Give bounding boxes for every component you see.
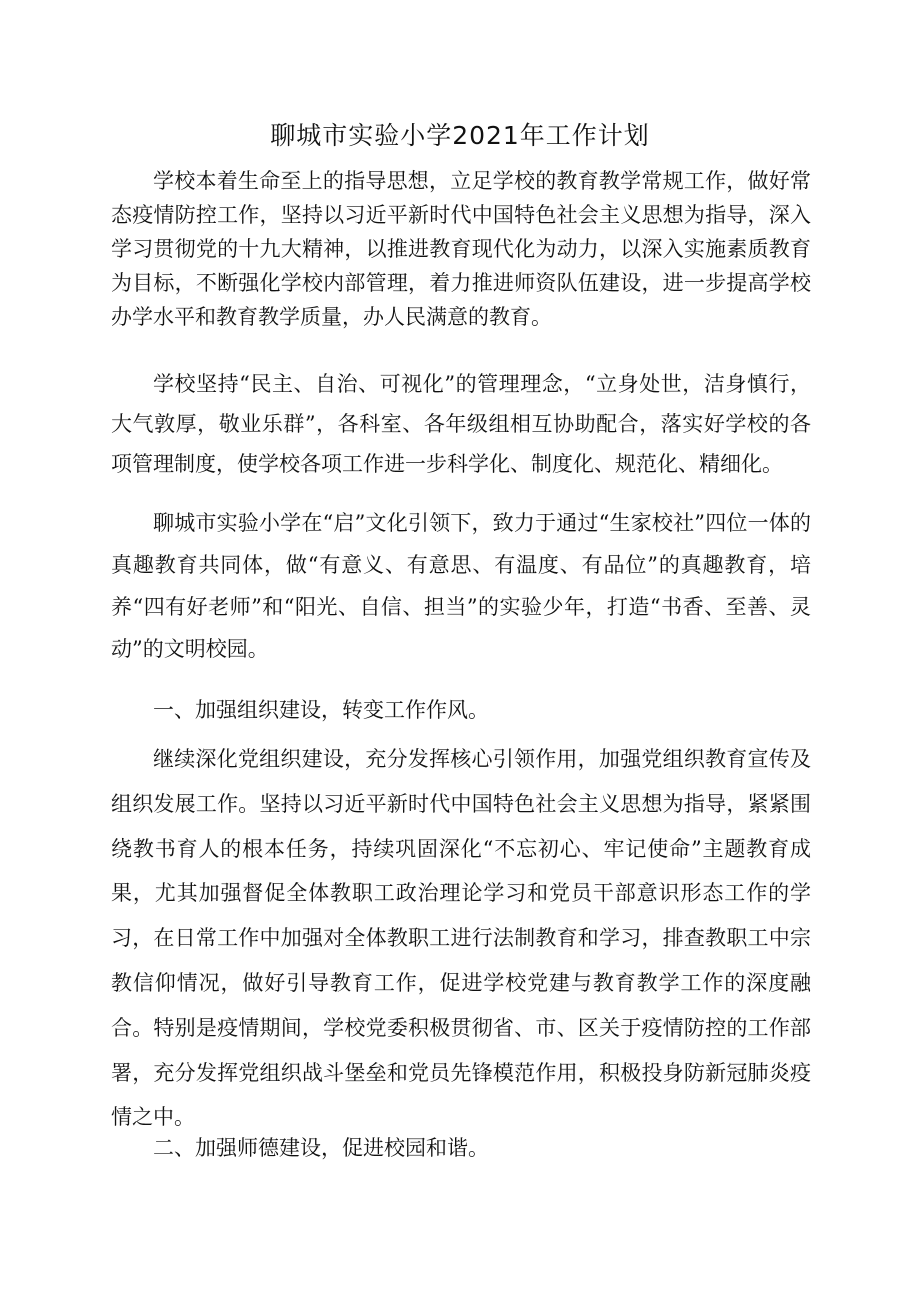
paragraph-school-culture: 聊城市实验小学在“启”文化引领下，致力于通过“生家校社”四位一体的真趣教育共同体，做“有意义、有意思、有温度、有品位”的真趣教育，培养“四有好老师”和“阳光、自信、担当”的实验少年，打造“书香、至善、灵动”的文明校园。	[111, 511, 811, 661]
document-title: 聊城市实验小学2021年工作计划	[270, 121, 650, 150]
paragraph-party-building: 继续深化党组织建设，充分发挥核心引领作用，加强党组织教育宣传及组织发展工作。坚持以习近平新时代中国特色社会主义思想为指导，紧紧围绕教书育人的根本任务，持续巩固深化“不忘初心、牢记使命”主题教育成果，尤其加强督促全体教职工政治理论学习和党员干部意识形态工作的学习，在日常工作中加强对全体教职工进行法制教育和学习，排查教职工中宗教信仰情况，做好引导教育工作，促进学校党建与教育教学工作的深度融合。特别是疫情期间，学校党委积极贯彻省、市、区关于疫情防控的工作部署，充分发挥党组织战斗堡垒和党员先锋模范作用，积极投身防新冠肺炎疫情之中。	[111, 747, 811, 1130]
paragraph-management-philosophy: 学校坚持“民主、自治、可视化”的管理理念，“立身处世，洁身慎行，大气敦厚，敬业乐群”，各科室、各年级组相互协助配合，落实好学校的各项管理制度，使学校各项工作进一步科学化、制度化、规范化、精细化。	[111, 372, 811, 476]
paragraph-guiding-thought: 学校本着生命至上的指导思想，立足学校的教育教学常规工作，做好常态疫情防控工作，坚持以习近平新时代中国特色社会主义思想为指导，深入学习贯彻党的十九大精神，以推进教育现代化为动力，以深入实施素质教育为目标，不断强化学校内部管理，着力推进师资队伍建设，进一步提高学校办学水平和教育教学质量，办人民满意的教育。	[111, 169, 811, 329]
section-heading-teacher-ethics: 二、加强师德建设，促进校园和谐。	[153, 1136, 489, 1160]
section-heading-organization: 一、加强组织建设，转变工作作风。	[153, 698, 489, 722]
